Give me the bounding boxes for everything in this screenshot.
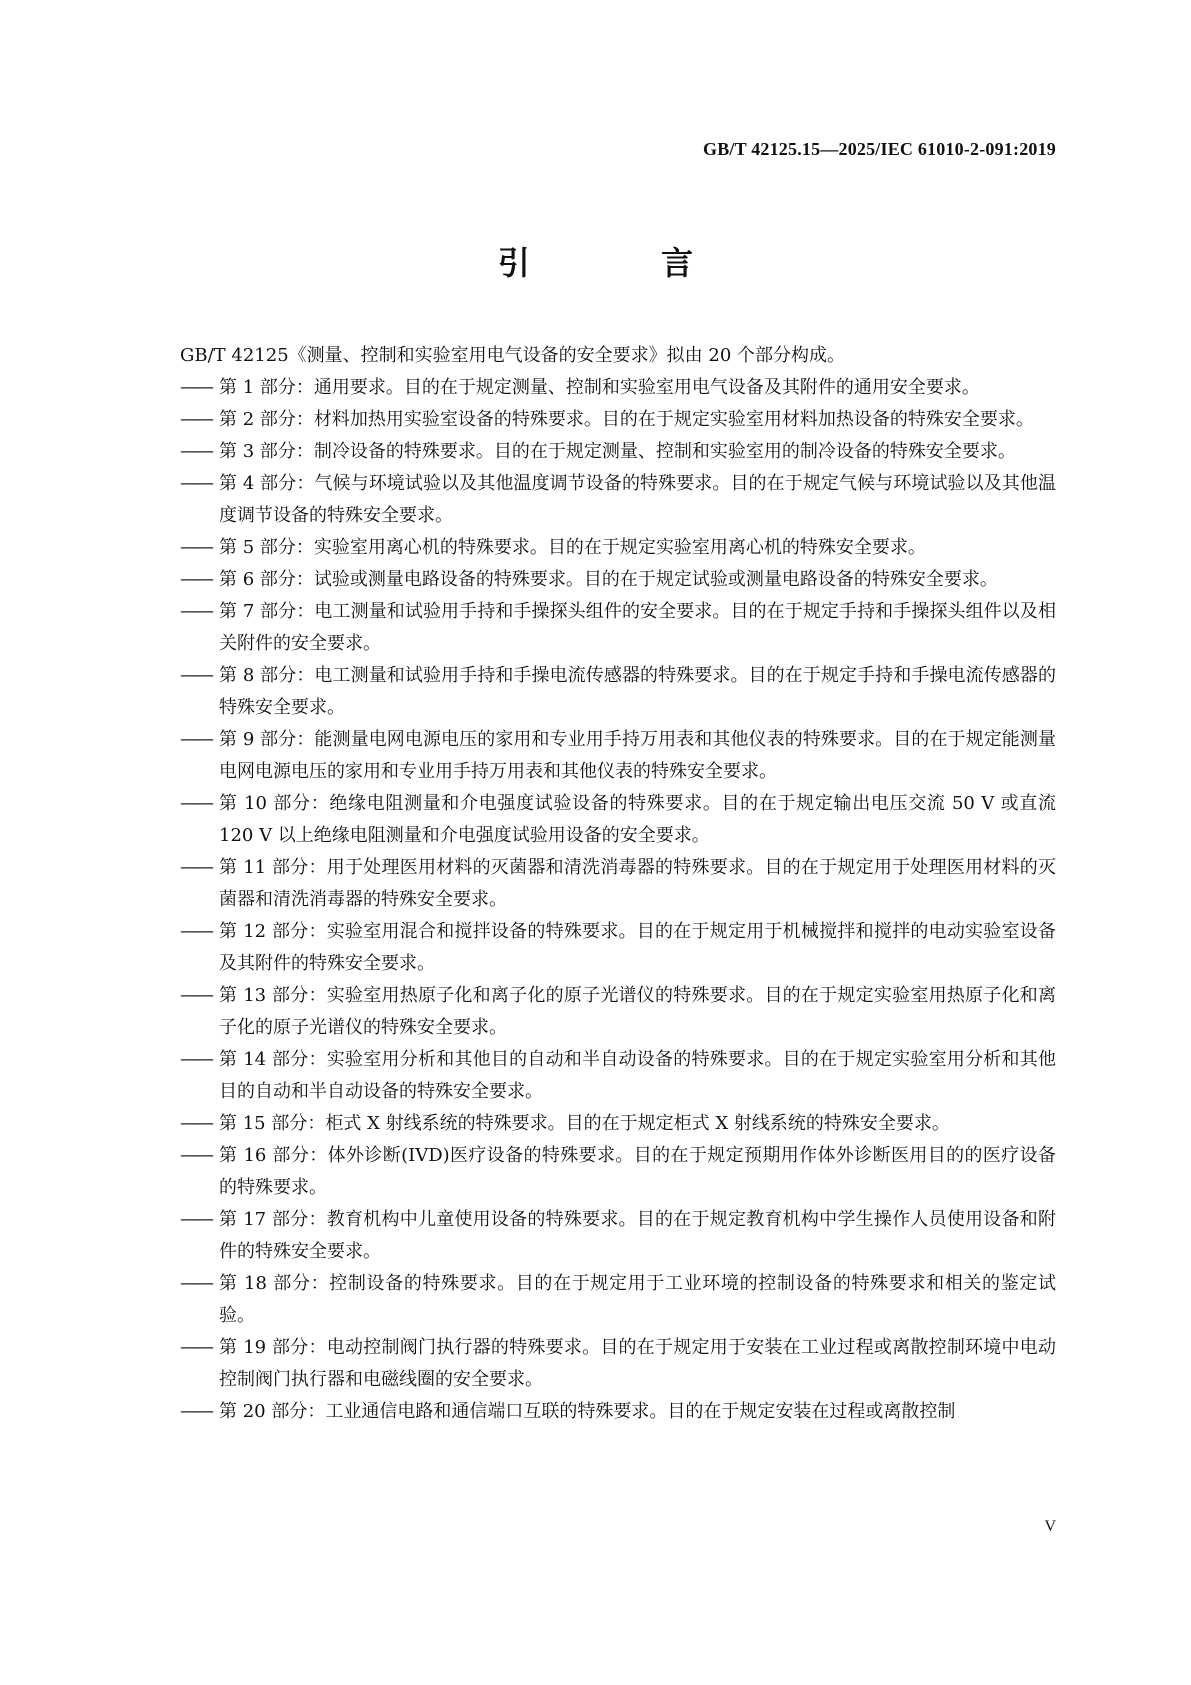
part-item <box>180 980 1056 1044</box>
dash-marker: —— <box>180 1273 212 1294</box>
part-text: 第 6 部分：试验或测量电路设备的特殊要求。目的在于规定试验或测量电路设备的特殊安全要求。 <box>219 569 998 590</box>
part-item <box>180 596 1056 660</box>
intro-paragraph: GB/T 42125《测量、控制和实验室用电气设备的安全要求》拟由 20 个部分构成。 <box>180 345 846 366</box>
part-text: 第 18 部分：控制设备的特殊要求。目的在于规定用于工业环境的控制设备的特殊要求和相关的鉴定试验。 <box>219 1273 1056 1326</box>
part-item <box>180 1396 1056 1428</box>
part-text: 第 3 部分：制冷设备的特殊要求。目的在于规定测量、控制和实验室用的制冷设备的特殊安全要求。 <box>219 441 1016 462</box>
part-text: 第 10 部分：绝缘电阻测量和介电强度试验设备的特殊要求。目的在于规定输出电压交流 50 V 或直流 120 V 以上绝缘电阻测量和介电强度试验用设备的安全要求。 <box>219 793 1056 846</box>
part-text: 第 16 部分：体外诊断(IVD)医疗设备的特殊要求。目的在于规定预期用作体外诊断医用目的的医疗设备的特殊要求。 <box>219 1145 1056 1198</box>
part-text: 第 8 部分：电工测量和试验用手持和手操电流传感器的特殊要求。目的在于规定手持和手操电流传感器的特殊安全要求。 <box>219 665 1056 718</box>
part-item <box>180 1044 1056 1108</box>
dash-marker: —— <box>180 1401 212 1422</box>
part-text: 第 2 部分：材料加热用实验室设备的特殊要求。目的在于规定实验室用材料加热设备的特殊安全要求。 <box>219 409 1034 430</box>
dash-marker: —— <box>180 1209 212 1230</box>
part-text: 第 17 部分：教育机构中儿童使用设备的特殊要求。目的在于规定教育机构中学生操作人员使用设备和附件的特殊安全要求。 <box>219 1209 1056 1262</box>
part-text: 第 13 部分：实验室用热原子化和离子化的原子光谱仪的特殊要求。目的在于规定实验室用热原子化和离子化的原子光谱仪的特殊安全要求。 <box>219 985 1056 1038</box>
part-text: 第 7 部分：电工测量和试验用手持和手操探头组件的安全要求。目的在于规定手持和手操探头组件以及相关附件的安全要求。 <box>219 601 1056 654</box>
dash-marker: —— <box>180 601 212 622</box>
part-text: 第 5 部分：实验室用离心机的特殊要求。目的在于规定实验室用离心机的特殊安全要求。 <box>219 537 926 558</box>
dash-marker: —— <box>180 665 212 686</box>
part-text: 第 9 部分：能测量电网电源电压的家用和专业用手持万用表和其他仪表的特殊要求。目的在于规定能测量电网电源电压的家用和专业用手持万用表和其他仪表的特殊安全要求。 <box>219 729 1056 782</box>
part-text: 第 12 部分：实验室用混合和搅拌设备的特殊要求。目的在于规定用于机械搅拌和搅拌的电动实验室设备及其附件的特殊安全要求。 <box>219 921 1056 974</box>
dash-marker: —— <box>180 1113 212 1134</box>
page-number: V <box>1044 1518 1056 1535</box>
part-item <box>180 468 1056 532</box>
part-text: 第 4 部分：气候与环境试验以及其他温度调节设备的特殊要求。目的在于规定气候与环境试验以及其他温度调节设备的特殊安全要求。 <box>219 473 1056 526</box>
standard-header: GB/T 42125.15—2025/IEC 61010-2-091:2019 <box>703 139 1056 159</box>
part-text: 第 20 部分：工业通信电路和通信端口互联的特殊要求。目的在于规定安装在过程或离散控制 <box>219 1401 956 1422</box>
dash-marker: —— <box>180 473 212 494</box>
part-item <box>180 1332 1056 1396</box>
part-item <box>180 1108 1056 1140</box>
part-item <box>180 724 1056 788</box>
part-item <box>180 564 1056 596</box>
document-body <box>180 340 1056 1428</box>
part-item <box>180 660 1056 724</box>
part-item <box>180 1140 1056 1204</box>
part-item <box>180 372 1056 404</box>
dash-marker: —— <box>180 377 212 398</box>
part-item <box>180 852 1056 916</box>
part-item <box>180 916 1056 980</box>
dash-marker: —— <box>180 857 212 878</box>
part-text: 第 14 部分：实验室用分析和其他目的自动和半自动设备的特殊要求。目的在于规定实验室用分析和其他目的自动和半自动设备的特殊安全要求。 <box>219 1049 1056 1102</box>
dash-marker: —— <box>180 921 212 942</box>
part-text: 第 11 部分：用于处理医用材料的灭菌器和清洗消毒器的特殊要求。目的在于规定用于处理医用材料的灭菌器和清洗消毒器的特殊安全要求。 <box>219 857 1056 910</box>
dash-marker: —— <box>180 1145 212 1166</box>
parts-list <box>180 372 1056 1428</box>
dash-marker: —— <box>180 537 212 558</box>
part-item <box>180 788 1056 852</box>
dash-marker: —— <box>180 569 212 590</box>
part-item <box>180 1204 1056 1268</box>
part-text: 第 19 部分：电动控制阀门执行器的特殊要求。目的在于规定用于安装在工业过程或离散控制环境中电动控制阀门执行器和电磁线圈的安全要求。 <box>219 1337 1056 1390</box>
page-title: 引 言 <box>497 244 754 282</box>
dash-marker: —— <box>180 441 212 462</box>
dash-marker: —— <box>180 985 212 1006</box>
dash-marker: —— <box>180 793 212 814</box>
part-item <box>180 436 1056 468</box>
part-text: 第 15 部分：柜式 X 射线系统的特殊要求。目的在于规定柜式 X 射线系统的特殊安全要求。 <box>219 1113 950 1134</box>
dash-marker: —— <box>180 1337 212 1358</box>
dash-marker: —— <box>180 409 212 430</box>
dash-marker: —— <box>180 729 212 750</box>
part-item <box>180 532 1056 564</box>
part-item <box>180 404 1056 436</box>
part-item <box>180 1268 1056 1332</box>
dash-marker: —— <box>180 1049 212 1070</box>
part-text: 第 1 部分：通用要求。目的在于规定测量、控制和实验室用电气设备及其附件的通用安全要求。 <box>219 377 980 398</box>
